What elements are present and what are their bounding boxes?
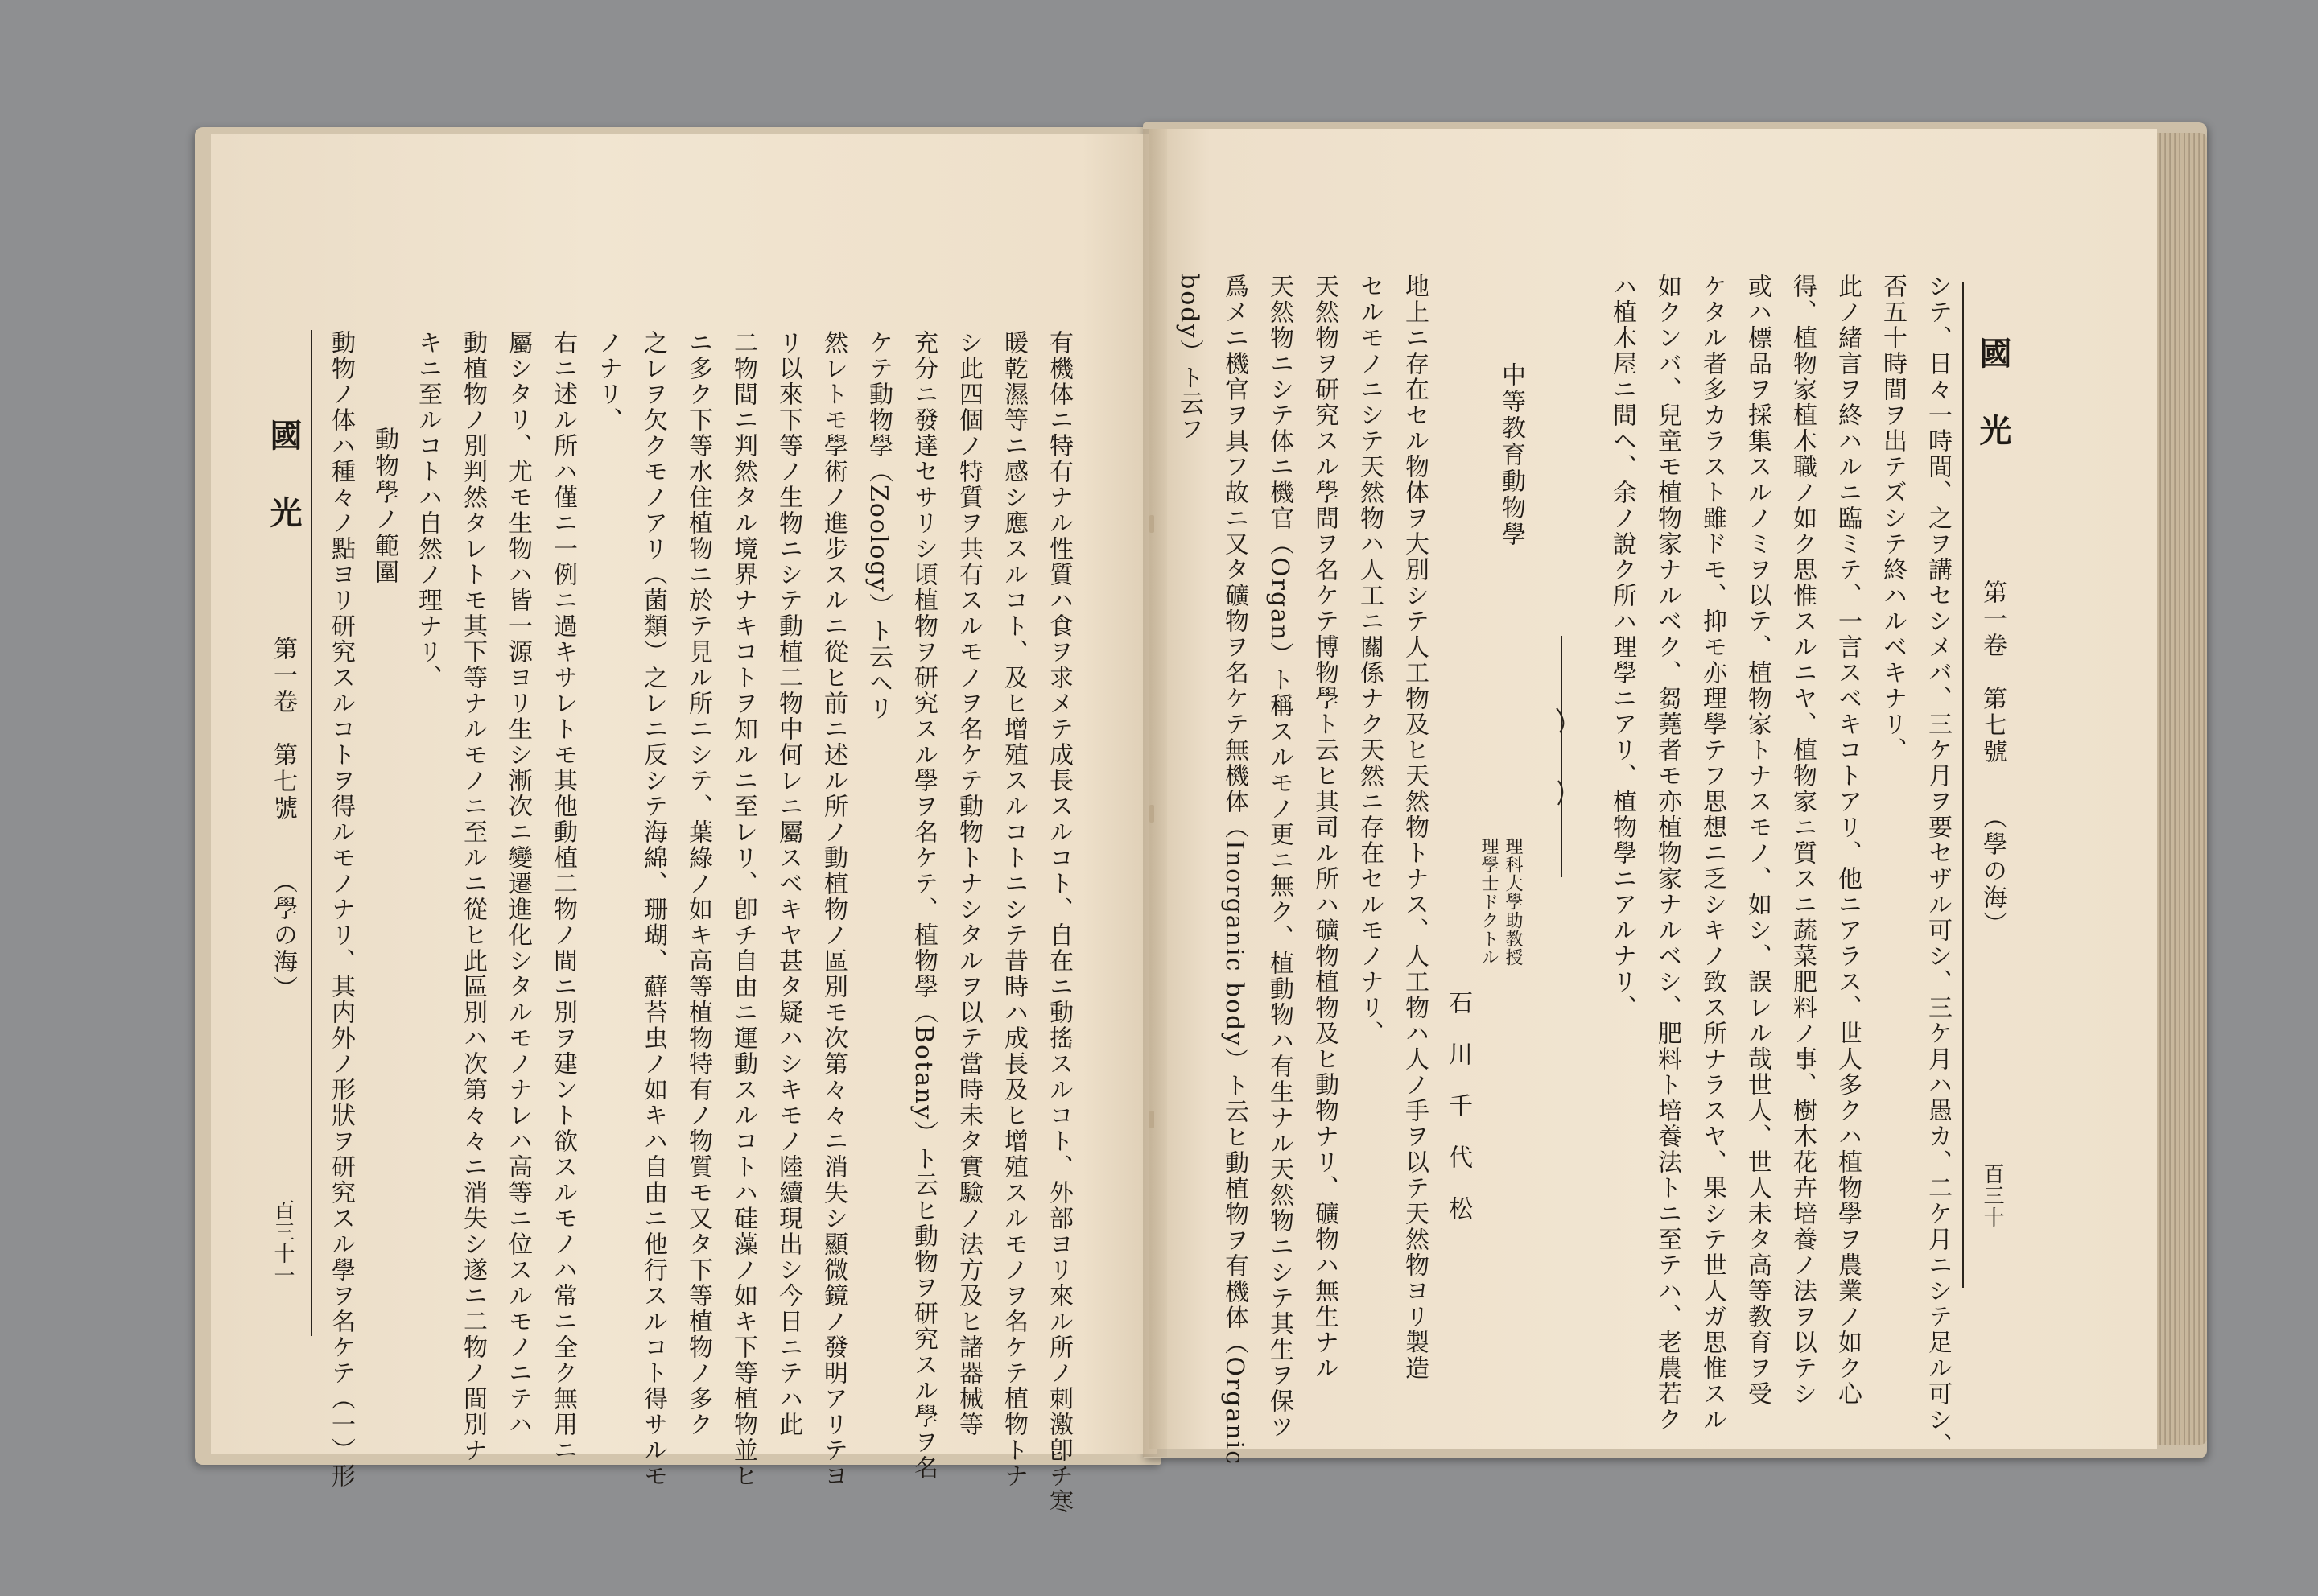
left-body-line: 二物間ニ判然タル境界ナキコトヲ知ルニ至レリ、卽チ自由ニ運動スルコトハ硅藻ノ如キ下等植物並ヒ: [729, 330, 757, 1489]
author-title-1: 理科大學助教授: [1503, 837, 1523, 967]
binding-stitch: [1149, 515, 1154, 533]
right-header-rule: [1962, 282, 1964, 1288]
left-body-line: 右ニ述ル所ハ僅ニ一例ニ過キサレトモ其他動植二物ノ間ニ別ヲ建ント欲スルモノハ常ニ全ク無用ニ: [549, 330, 577, 1463]
right-body-line: 地上ニ存在セル物体ヲ大別シテ人工物及ヒ天然物トナス、人工物ハ人ノ手ヲ以テ天然物ヨリ製造: [1400, 274, 1429, 1381]
left-body-line: ニ多ク下等水住植物ニ於テ見ル所ニシテ、葉綠ノ如キ高等植物特有ノ物質モ又タ下等植物ノ多ク: [684, 330, 712, 1437]
right-intro-line: ハ植木屋ニ問ヘ、余ノ說ク所ハ理學ニアリ、植物學ニアルナリ、: [1608, 274, 1636, 1021]
right-intro-line: 此ノ緒言ヲ終ハルニ臨ミテ、一言スベキコトアリ、他ニアラス、世人多クハ植物學ヲ農業ノ如ク心: [1833, 274, 1862, 1407]
article-title: 中等教育動物學: [1497, 362, 1525, 548]
right-intro-line: 如クンバ、兒童モ植物家ナルベク、芻蕘者モ亦植物家ナルベシ、肥料ト培養法トニ至テハ、老農若ク: [1653, 274, 1681, 1433]
book-gutter: [1143, 129, 1167, 1457]
right-body-line: 天然物ヲ研究スル學問ヲ名ケテ博物學ト云ヒ其司ル所ハ礦物植物及ヒ動物ナリ、礦物ハ無生ナル: [1310, 274, 1338, 1381]
binding-stitch: [1149, 1111, 1154, 1128]
left-section-line: 動物ノ体ハ種々ノ點ヨリ研究スルコトヲ得ルモノナリ、其内外ノ形狀ヲ研究スル學ヲ名ケテ（一）形: [327, 330, 355, 1489]
left-running-title: 國 光: [265, 419, 303, 534]
left-body-line: シ此四個ノ特質ヲ共有スルモノヲ名ケテ動物トナシタルヲ以テ當時未タ實驗ノ法方及ヒ諸器械等: [955, 330, 983, 1437]
right-running-section: （學の海）: [1978, 805, 2007, 938]
left-body-line: 動植物ノ別判然タレトモ其下等ナルモノニ至ルニ從ヒ此區別ハ次第々々ニ消失シ遂ニ二物ノ間別ナ: [459, 330, 487, 1463]
page-edge-strips: [2157, 133, 2207, 1445]
left-body-line: ケテ動物學（Zoology）ト云ヘリ: [864, 330, 893, 722]
author-name: 石 川 千 代 松: [1444, 990, 1472, 1222]
left-folio: 百三十一: [270, 1199, 295, 1286]
right-body-line: セルモノニシテ天然物ハ人工ニ關係ナク天然ニ存在セルモノナリ、: [1355, 274, 1384, 1046]
left-body-line: ノナリ、: [594, 330, 622, 433]
right-running-title: 國 光: [1974, 336, 2012, 452]
left-body-line: 充分ニ發達セサリシ頃植物ヲ研究スル學ヲ名ケテ、植物學（Botany）ト云ヒ動物ヲ研究スル學ヲ名: [909, 330, 938, 1482]
left-body-line: 有機体ニ特有ナル性質ハ食ヲ求メテ成長スルコト、自在ニ動搖スルコト、外部ヨリ來ル所ノ刺激卽チ寒: [1045, 330, 1073, 1515]
right-body-line: 天然物ニシテ体ニ機官（Organ）ト稱スルモノ更ニ無ク、植動物ハ有生ナル天然物ニシテ其生ヲ保ツ: [1265, 274, 1293, 1441]
right-intro-line: 否五十時間ヲ出テズシテ終ハルベキナリ、: [1879, 274, 1907, 763]
left-body-line: 屬シタリ、尤モ生物ハ皆一源ヨリ生シ漸次ニ變遷進化シタルモノナレハ高等ニ位スルモノニテハ: [504, 330, 532, 1437]
left-body-line: キニ至ルコトハ自然ノ理ナリ、: [414, 330, 442, 691]
left-body-line: リ以來下等ノ生物ニシテ動植二物中何レニ屬スベキヤ甚タ疑ハシキモノ陸續現出シ今日ニテハ此: [774, 330, 802, 1437]
left-body-line: 然レトモ學術ノ進步スルニ從ヒ前ニ述ル所ノ動植物ノ區別モ次第々々ニ消失シ顯微鏡ノ發明アリテヨ: [819, 330, 848, 1489]
right-running-volume: 第一卷 第七號: [1978, 579, 2007, 765]
left-header-rule: [311, 330, 312, 1336]
right-intro-line: 或ハ標品ヲ採集スルノミヲ以テ、植物家トナスモノ、如シ、誤レル哉世人、世人未タ高等教育ヲ受: [1743, 274, 1771, 1407]
right-body-line: body）ト云フ: [1175, 274, 1203, 443]
left-body-line: 暖乾濕等ニ感シ應スルコト、及ヒ增殖スルコトニシテ昔時ハ成長及ヒ增殖スルモノヲ名ケテ植物トナ: [1000, 330, 1028, 1489]
binding-stitch: [1149, 805, 1154, 823]
right-intro-line: ケタル者多カラスト雖ドモ、抑モ亦理學テフ思想ニ乏シキノ致ス所ナラスヤ、果シテ世人ガ思惟スル: [1698, 274, 1726, 1433]
right-body-line: 爲メニ機官ヲ具フ故ニ又タ礦物ヲ名ケテ無機体（Inorganic body）ト云ヒ動植物ヲ有機体（Organic: [1220, 274, 1248, 1466]
left-body-line: 之レヲ欠クモノアリ（菌類）之レニ反シテ海綿、珊瑚、蘚苔虫ノ如キハ自由ニ他行スルコト得サルモ: [639, 330, 667, 1489]
ornamental-divider: [1553, 636, 1569, 877]
author-title-2: 理學士ドクトル: [1479, 837, 1499, 967]
left-running-volume: 第一卷 第七號: [269, 636, 297, 822]
left-running-section: （學の海）: [269, 869, 297, 1002]
right-intro-line: 得、植物家植木職ノ如ク思惟スルニヤ、植物家ニ質スニ蔬菜肥料ノ事、樹木花卉培養ノ法ヲ以テシ: [1788, 274, 1817, 1407]
right-intro-line: シテ、日々一時間、之ヲ講セシメバ、三ケ月ヲ要セザル可シ、三ケ月ハ愚カ、二ケ月ニシテ足ル可シ、: [1924, 274, 1952, 1458]
section-title: 動物學ノ範圍: [370, 427, 398, 586]
right-folio: 百三十: [1980, 1163, 2004, 1228]
